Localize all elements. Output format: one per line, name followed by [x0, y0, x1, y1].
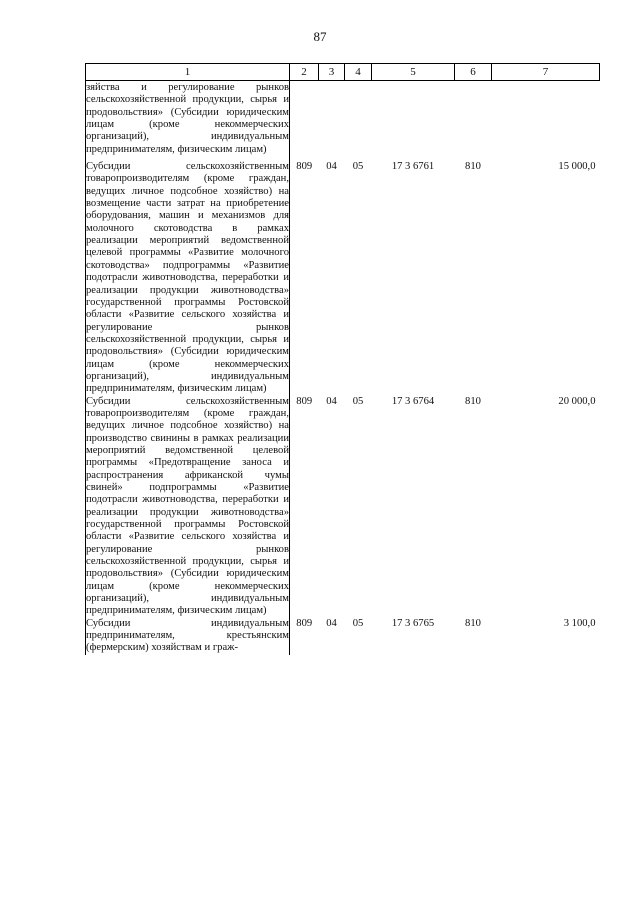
row-description: Субсидии индивидуальным предпринимателям, крестьянским (фермерским) хозяйствам и граж- [86, 617, 289, 654]
cell-expense-type: 810 [465, 395, 481, 407]
column-header-6: 6 [455, 64, 492, 81]
cell-target-article: 17 3 6761 [391, 161, 435, 173]
cell-expense-type: 810 [465, 617, 481, 629]
cell-ministry-code: 809 [296, 617, 313, 629]
table-row [86, 396, 600, 618]
cell-subsection: 05 [352, 161, 364, 173]
table-row [86, 618, 600, 655]
row-description: Субсидии сельскохозяйственным товаропроизводителям (кроме граждан, ведущих личное подсобное хозяйство) на возмещение части затрат на приобретение оборудования, машин и механизмов для молочного скотоводства в рамках реализации мероприятий ведомственной целевой программы «Развитие молочного скотоводства» подпрограммы «Развитие подотрасли животноводства, переработки и реализации продукции животноводства» государственной программы Ростовской области «Развитие сельского хозяйства и регулирование рынков сельскохозяйственной продукции, сырья и продовольствия» (Субсидии юридическим лицам (кроме некоммерческих организаций), индивидуальным предпринимателям, физическим лицам) [86, 161, 289, 395]
column-header-3: 3 [319, 64, 345, 81]
column-header-4: 4 [345, 64, 372, 81]
cell-amount: 3 100,0 [563, 617, 596, 629]
cell-target-article: 17 3 6765 [391, 617, 435, 629]
table-row [86, 81, 600, 162]
cell-ministry-code: 809 [296, 395, 313, 407]
column-header-7: 7 [492, 64, 600, 81]
cell-amount [492, 81, 600, 162]
cell-amount: 20 000,0 [558, 395, 596, 407]
cell-section: 04 [326, 161, 337, 173]
cell-subsection [345, 81, 372, 162]
cell-subsection: 05 [352, 395, 364, 407]
column-header-2: 2 [290, 64, 319, 81]
cell-section [319, 81, 345, 162]
cell-target-article: 17 3 6764 [391, 395, 435, 407]
cell-ministry-code [290, 81, 319, 162]
row-description: зяйства и регулирование рынков сельскохозяйственной продукции, сырья и продовольствия» (Субсидии юридическим лицам (кроме некоммерческих организаций), индивидуальным предпринимателям, физическим лицам) [86, 81, 290, 162]
table-row [86, 161, 600, 396]
page-number: 87 [313, 29, 327, 44]
column-header-5: 5 [372, 64, 455, 81]
cell-ministry-code: 809 [296, 161, 313, 173]
column-header-1: 1 [86, 64, 290, 81]
cell-target-article [372, 81, 455, 162]
cell-subsection: 05 [352, 617, 364, 629]
budget-table [85, 63, 600, 655]
cell-expense-type [455, 81, 492, 162]
cell-expense-type: 810 [465, 161, 481, 173]
row-description: Субсидии сельскохозяйственным товаропроизводителям (кроме граждан, ведущих личное подсобное хозяйство) на производство свинины в рамках реализации мероприятий ведомственной целевой программы «Предотвращение заноса и распространения африканской чумы свиней» подпрограммы «Развитие подотрасли животноводства, переработки и реализации продукции животноводства» государственной программы Ростовской области «Развитие сельского хозяйства и регулирование рынков сельскохозяйственной продукции, сырья и продовольствия» (Субсидии юридическим лицам (кроме некоммерческих организаций), индивидуальным предпринимателям, физическим лицам) [86, 395, 289, 617]
cell-section: 04 [326, 617, 337, 629]
cell-section: 04 [326, 395, 337, 407]
cell-amount: 15 000,0 [558, 161, 596, 173]
column-header-row [86, 64, 600, 81]
